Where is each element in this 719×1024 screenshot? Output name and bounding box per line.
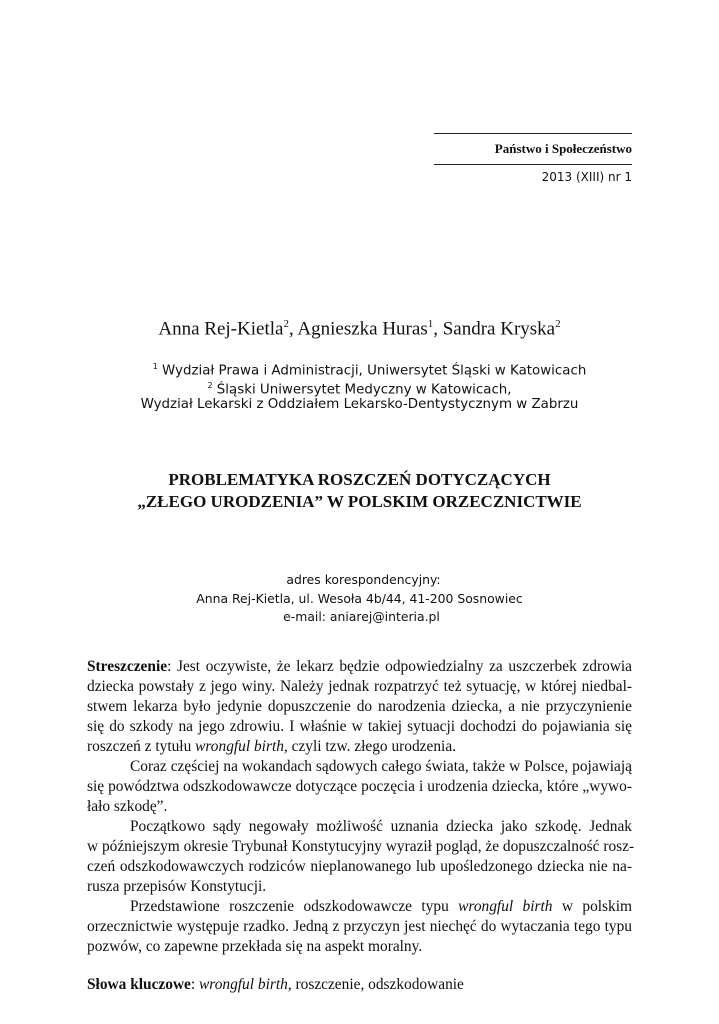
abstract-text: roszczeń z tytułu [87, 738, 196, 755]
keywords [87, 975, 632, 995]
abstract-line: w późniejszym okresie Trybunał Konstytucyjny wyraził pogląd, że dopuszczalność rosz- [87, 838, 635, 855]
abstract-line: rusza przepisów Konstytucji. [87, 878, 267, 895]
author-separator: , [433, 318, 443, 340]
keywords-separator: : [190, 976, 200, 993]
correspondence-label: adres korespondencyjny: [286, 572, 441, 587]
affiliation-number: 2 [207, 381, 213, 390]
abstract-line: się powództwa odszkodowawcze dotyczące poczęcia i urodzenia dziecka, które „wywo- [87, 778, 632, 795]
abstract-line: Początkowo sądy negowały możliwość uznania dziecka jako szkodę. Jednak [130, 818, 632, 835]
abstract-line: dziecka powstały z jego winy. Należy jednak rozpatrzyć też sytuację, w której niedbal- [87, 678, 632, 695]
keywords-text: , roszczenie, odszkodowanie [287, 976, 464, 993]
abstract-text: w polskim [552, 898, 632, 915]
journal-header-top-rule [434, 133, 632, 134]
journal-issue: 2013 (XIII) nr 1 [541, 170, 632, 184]
author-affiliation-mark: 1 [427, 318, 434, 330]
latin-term: wrongful birth [195, 738, 284, 755]
author-affiliation-mark: 2 [283, 318, 289, 330]
spacer [87, 957, 632, 975]
paper-title-line-2: „ZŁEGO URODZENIA” W POLSKIM ORZECZNICTWIE [137, 492, 582, 511]
author-name: Sandra Kryska [442, 318, 556, 340]
abstract-line: łało szkodę”. [87, 798, 168, 815]
affiliation-2-continued: Wydział Lekarski z Oddziałem Lekarsko-Dentystycznym w Zabrzu [140, 397, 579, 412]
keyword-term: wrongful birth [199, 976, 288, 993]
abstract [87, 657, 635, 995]
abstract-label: Streszczenie [87, 658, 168, 675]
author-name: Agnieszka Huras [297, 318, 428, 340]
abstract-text: , czyli tzw. złego urodzenia. [283, 738, 456, 755]
correspondence-address: Anna Rej-Kietla, ul. Wesoła 4b/44, 41-200 Sosnowiec [196, 591, 523, 606]
abstract-line [87, 897, 632, 917]
abstract-line [87, 737, 632, 757]
abstract-line: orzecznictwie występuje rzadko. Jedną z przyczyn jest niechęć do wytaczania tego typu [87, 918, 632, 935]
author-name: Anna Rej-Kietla [158, 318, 284, 340]
keywords-label: Słowa kluczowe [87, 976, 191, 993]
abstract-text: Przedstawione roszczenie odszkodowawcze typu [130, 898, 459, 915]
abstract-line: Coraz częściej na wokandach sądowych całego świata, także w Polsce, pojawiają [130, 758, 632, 775]
abstract-line: pozwów, co zapewne przekłada się na aspekt moralny. [87, 938, 423, 955]
abstract-line: stwem lekarza było jedynie dopuszczenie do narodzenia dziecka, a nie przyczynienie [87, 698, 632, 715]
author-separator: , [288, 318, 298, 340]
affiliation-text: Śląski Uniwersytet Medyczny w Katowicach, [212, 382, 512, 398]
abstract-line: czeń odszkodowawczych rodziców nieplanowanego lub upośledzonego dziecka nie na- [87, 858, 632, 875]
affiliation-text: Wydział Prawa i Administracji, Uniwersytet Śląski w Katowicach [157, 363, 587, 379]
affiliation-number: 1 [152, 362, 158, 371]
journal-name: Państwo i Społeczeństwo [494, 141, 632, 156]
correspondence-email: e-mail: aniarej@interia.pl [283, 609, 440, 624]
abstract-text: : Jest oczywiste, że lekarz będzie odpowiedzialny za uszczerbek zdrowia [167, 658, 632, 675]
author-list [0, 318, 719, 340]
latin-term: wrongful birth [458, 898, 553, 915]
author-affiliation-mark: 2 [555, 318, 561, 330]
abstract-line: się do szkody na jego zdrowiu. I właśnie w takiej sytuacji dochodzi do pojawiania się [87, 718, 632, 735]
journal-header-bottom-rule [434, 164, 632, 165]
abstract-line [87, 657, 632, 677]
paper-title-line-1: PROBLEMATYKA ROSZCZEŃ DOTYCZĄCYCH [168, 470, 551, 489]
